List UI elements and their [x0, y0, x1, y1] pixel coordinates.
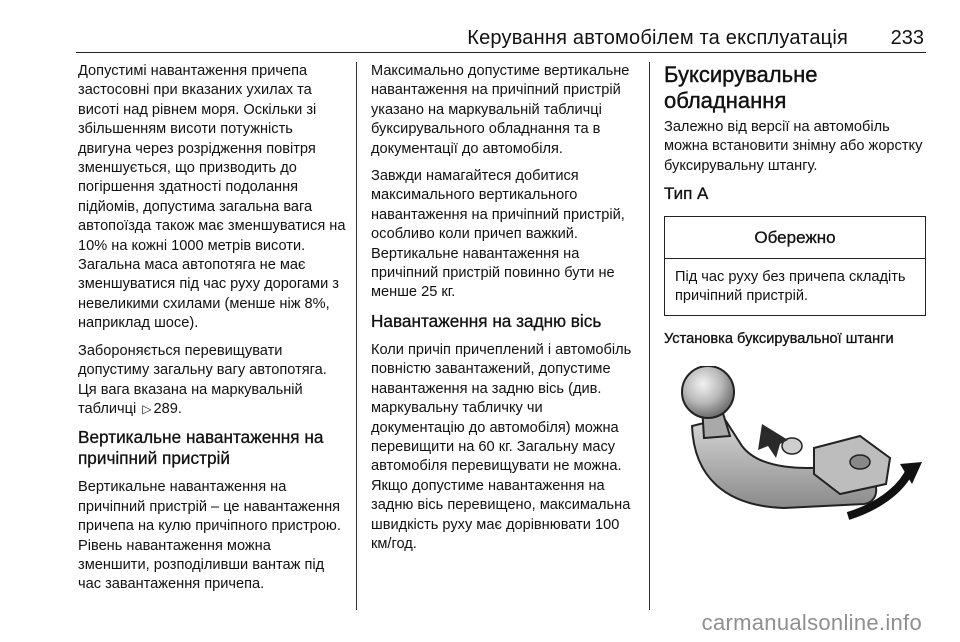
- heading-towing-equipment: Буксирувальне обладнання: [664, 62, 818, 113]
- paragraph-total-weight-text: Забороняється перевищувати допустиму загальну вагу автопотяга. Ця вага вказана на маркувальній табличці: [78, 342, 327, 417]
- paragraph-altitude: Допустимі навантаження причепа застосовні при вказаних ухилах та висоті над рівнем моря. Оскільки зі збільшенням висоти потужність двигуна через розрідження повітря зменшується, що призводить до погіршення здатності подолання підйомів, допустима загальна вага автопоїзда також має зменшуватися на 10% на кожні 1000 метрів висоти. Загальна маса автопотяга не має зменшуватися під час руху дорогами з невеликими схилами (менше ніж 8%, наприклад шосе).: [78, 63, 346, 332]
- figure-caption: Установка буксирувальної штанги: [664, 331, 894, 348]
- caution-title: Обережно: [665, 217, 925, 259]
- paragraph-total-weight: [78, 342, 346, 420]
- arrow-indicator-icon: [758, 424, 788, 458]
- towbar-image: [664, 366, 926, 546]
- paragraph-rear-axle: Коли причіп причеплений і автомобіль повністю завантажений, допустиме навантаження на задню вісь (див. маркувальну табличку чи документацію до автомобіля) можна перевищити на 60 кг. Загальну масу автомобіля перевищувати не можна. Якщо допустиме навантаження на задню вісь перевищено, максимальна швидкість руху має дорівнювати 100 км/год.: [371, 341, 632, 552]
- page-header: [0, 0, 960, 56]
- towbar-illustration: [664, 366, 926, 546]
- paragraph-vertical-load: Вертикальне навантаження на причіпний пристрій – це навантаження причепа на кулю причіпного пристрою. Рівень навантаження можна зменшити, розподіливши вантаж під час завантаження причепа.: [78, 479, 341, 593]
- page-number: 233: [890, 27, 924, 49]
- column-divider-2: [649, 62, 650, 610]
- heading-vertical-load: Вертикальне навантаження на причіпний пристрій: [78, 427, 324, 469]
- header-title: Керування автомобілем та експлуатація: [467, 27, 848, 49]
- watermark: carmanualsonline.info: [701, 610, 922, 635]
- column-2: [371, 62, 637, 562]
- heading-rear-axle: Навантаження на задню вісь: [371, 310, 602, 331]
- caution-box: [664, 216, 926, 317]
- column-divider-1: [356, 62, 357, 610]
- caution-text: Під час руху без причепа складіть причіпний пристрій.: [675, 268, 906, 305]
- paragraph-max-vertical-load: Максимально допустиме вертикальне навантаження на причіпний пристрій указано на маркувальній табличці буксирувального обладнання та в документації до автомобіля.: [371, 63, 630, 157]
- column-3: [664, 62, 926, 546]
- tow-ball: [682, 366, 734, 418]
- page-reference-link[interactable]: 289.: [153, 400, 182, 417]
- triangle-reference-icon: ▷: [142, 401, 152, 416]
- paragraph-always-maximize: Завжди намагайтеся добитися максимального вертикального навантаження на причіпний пристрій, особливо коли причеп важкий. Вертикальне навантаження на причіпний пристрій повинно бути не менше 25 кг.: [371, 168, 625, 301]
- column-1: [78, 62, 346, 603]
- header-rule: [76, 52, 926, 53]
- heading-type-a: Тип A: [664, 184, 709, 204]
- paragraph-towbar-versions: Залежно від версії на автомобіль можна встановити знімну або жорстку буксирувальну штангу.: [664, 119, 923, 174]
